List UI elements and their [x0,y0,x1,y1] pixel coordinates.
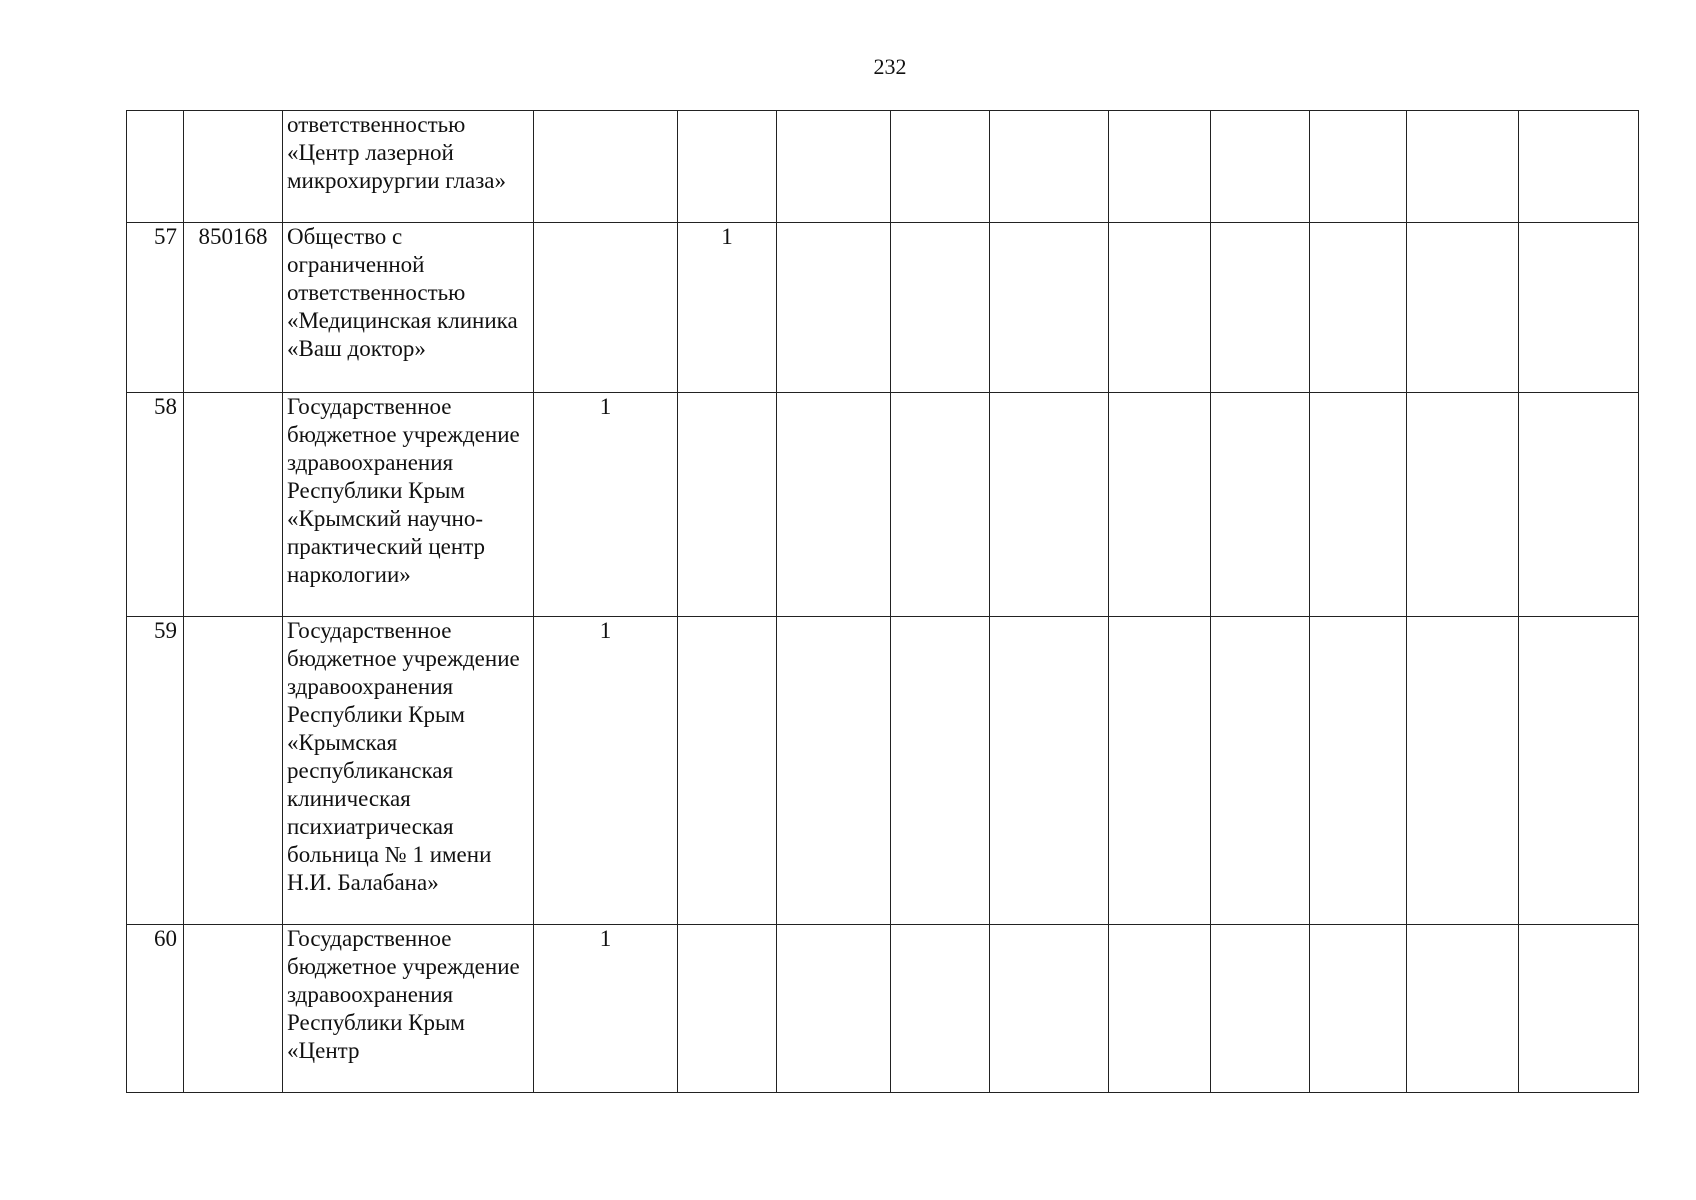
value-cell [1407,617,1519,925]
value-cell [1519,617,1639,925]
value-cell [1519,223,1639,393]
value-cell [891,111,990,223]
value-cell [1211,223,1310,393]
value-cell [777,111,891,223]
value-cell [990,393,1109,617]
row-code-cell [184,393,283,617]
value-cell [1310,925,1407,1093]
value-cell [1211,111,1310,223]
table-row [127,925,1639,1093]
value-cell [990,111,1109,223]
value-cell [1310,223,1407,393]
value-cell: 1 [678,223,777,393]
value-cell [678,393,777,617]
value-cell: 1 [534,393,678,617]
row-number-cell: 59 [127,617,184,925]
value-cell [534,223,678,393]
value-cell [891,617,990,925]
value-cell [1211,617,1310,925]
table-row [127,617,1639,925]
value-cell [1407,111,1519,223]
organization-name-cell: Государственное бюджетное учреждение здравоохранения Республики Крым «Центр [283,925,534,1093]
value-cell [1310,617,1407,925]
value-cell [777,393,891,617]
organization-name-cell: Государственное бюджетное учреждение здравоохранения Республики Крым «Крымская республиканская клиническая психиатрическая больница № 1 имени Н.И. Балабана» [283,617,534,925]
value-cell: 1 [534,617,678,925]
value-cell [1519,925,1639,1093]
value-cell [1310,111,1407,223]
value-cell [1109,393,1211,617]
value-cell [777,223,891,393]
table-row [127,393,1639,617]
value-cell [1109,925,1211,1093]
value-cell [678,617,777,925]
value-cell [777,925,891,1093]
row-code-cell [184,617,283,925]
value-cell [1407,393,1519,617]
value-cell [1109,617,1211,925]
value-cell [534,111,678,223]
value-cell [990,925,1109,1093]
data-table [126,110,1639,1093]
value-cell [678,925,777,1093]
value-cell [891,925,990,1093]
value-cell [678,111,777,223]
row-code-cell [184,111,283,223]
value-cell [891,393,990,617]
row-number-cell [127,111,184,223]
value-cell [1109,223,1211,393]
table-row [127,223,1639,393]
value-cell [1211,925,1310,1093]
value-cell [1109,111,1211,223]
value-cell [1519,111,1639,223]
value-cell [1519,393,1639,617]
row-number-cell: 60 [127,925,184,1093]
row-code-cell [184,925,283,1093]
value-cell [1407,925,1519,1093]
row-number-cell: 58 [127,393,184,617]
table-row [127,111,1639,223]
value-cell [990,223,1109,393]
organization-name-cell: Государственное бюджетное учреждение здравоохранения Республики Крым «Крымский научно-практический центр наркологии» [283,393,534,617]
value-cell [1407,223,1519,393]
value-cell [1310,393,1407,617]
row-code-cell: 850168 [184,223,283,393]
value-cell [777,617,891,925]
value-cell [891,223,990,393]
organization-name-cell: Общество с ограниченной ответственностью «Медицинская клиника «Ваш доктор» [283,223,534,393]
page-number: 232 [873,54,907,79]
value-cell [990,617,1109,925]
value-cell: 1 [534,925,678,1093]
value-cell [1211,393,1310,617]
organization-name-cell: ответственностью «Центр лазерной микрохирургии глаза» [283,111,534,223]
row-number-cell: 57 [127,223,184,393]
